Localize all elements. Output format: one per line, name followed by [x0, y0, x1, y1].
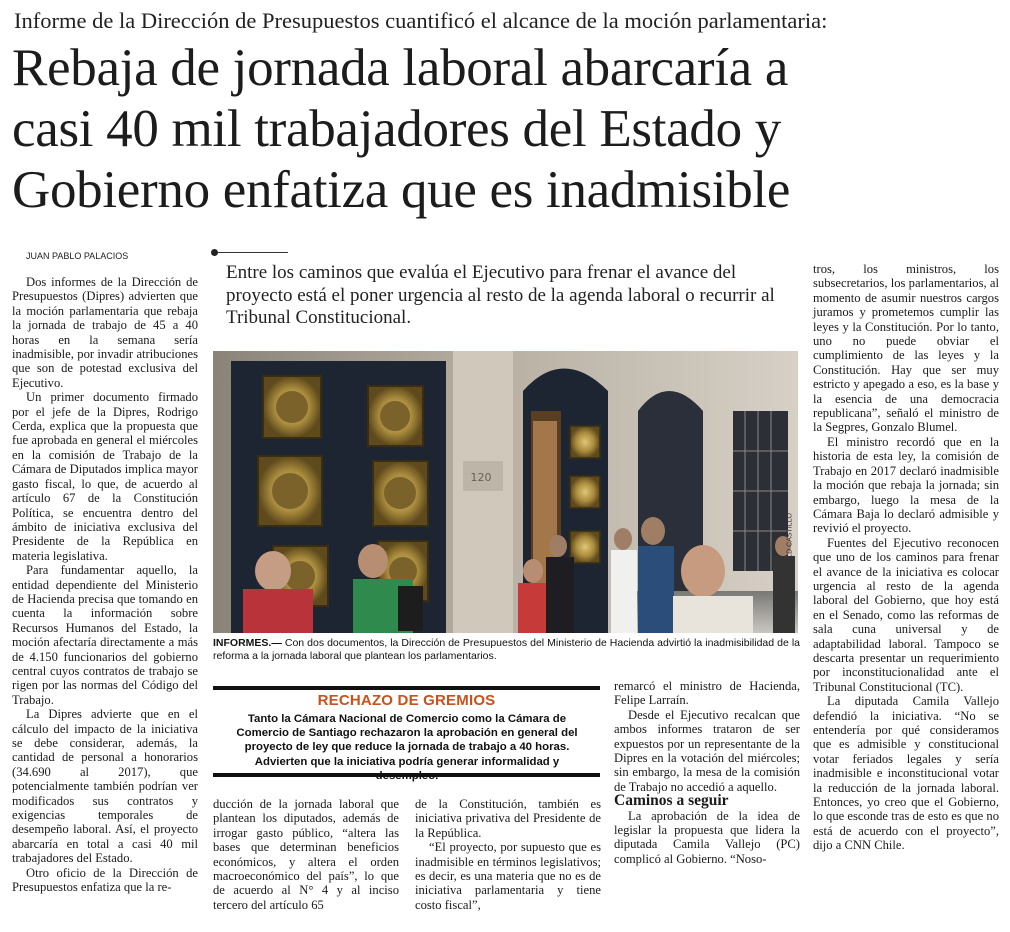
deck-bullet-icon [211, 249, 218, 256]
paragraph: remarcó el ministro de Hacienda, Felipe Larraín. [614, 679, 800, 708]
headline-line-1: Rebaja de jornada laboral abarcaría a [12, 39, 789, 97]
article-column-3 [415, 797, 601, 912]
article-headline [12, 38, 1002, 221]
deck-rule [213, 252, 288, 253]
caption-lead: INFORMES.— [213, 637, 282, 649]
paragraph: ducción de la jornada laboral que plantean los diputados, además de irrogar gasto público, “altera las bases que determinan beneficios económicos, y altera el orden macroeconómico del país”, lo que de acuerdo al N° 4 y al inciso tercero del artículo 65 [213, 797, 399, 912]
article-column-4 [614, 679, 800, 866]
caption-text: Con dos documentos, la Dirección de Presupuestos del Ministerio de Hacienda advirtió la inadmisibilidad de la reforma a la jornada laboral que plantean los parlamentarios. [213, 637, 800, 662]
byline: JUAN PABLO PALACIOS [26, 251, 129, 261]
paragraph: “El proyecto, por supuesto que es inadmisible en términos legislativos; es decir, es una materia que no es de iniciativa parlamentaria y tiene costo fiscal”, [415, 840, 601, 912]
door-number: 120 [470, 471, 492, 484]
sidebar-title: RECHAZO DE GREMIOS [317, 692, 496, 709]
paragraph: La diputada Camila Vallejo defendió la iniciativa. “No se entendería por qué consideramos que es admisible y constitucional votar feriados legales y sería inadmisible e inconstitucional votar la reducción de la jornada laboral. Entonces, yo creo que el Gobierno, lo que esconde tras de esto es que no está de acuerdo con el proyecto”, dijo a CNN Chile. [813, 694, 999, 853]
building-doors-illustration [213, 351, 798, 633]
headline-line-3: Gobierno enfatiza que es inadmisible [12, 161, 791, 219]
photo-caption [213, 637, 800, 663]
article-column-2 [213, 797, 399, 912]
paragraph: Otro oficio de la Dirección de Presupuestos enfatiza que la re- [12, 865, 198, 895]
section-subhead: Caminos a seguir [614, 792, 729, 810]
paragraph: de la Constitución, también es iniciativa privativa del Presidente de la República. [415, 797, 601, 840]
paragraph: La Dipres advierte que en el cálculo del impacto de la iniciativa se debe considerar, además, la cantidad de personal a honorarios (34.690 al 2017), que potencialmente también podrían ver modificados sus contratos y exigencias temporales de desempeño laboral. Así, el proyecto abarcaría en total a casi 40 mil trabajadores del Estado. [12, 707, 198, 866]
sidebar-text: Tanto la Cámara Nacional de Comercio como la Cámara de Comercio de Santiago rechazaron la aprobación en general del proyecto de ley que reduce la jornada de trabajo a 40 horas. Advierten que la iniciativa podría generar informalidad y [236, 713, 578, 768]
paragraph: Para fundamentar aquello, la entidad dependiente del Ministerio de Hacienda precisa que tomando en cuenta la información sobre Recursos Humanos del Estado, la moción afectaría directamente a más de 4.150 funcionarios del gobierno central cuyos contratos de trabajo se rigen por las normas del Código del Trabajo. [12, 563, 198, 707]
paragraph: Desde el Ejecutivo recalcan que ambos informes trataron de ser expuestos por un representante de la Dipres en la votación del miércoles; sin embargo, la mesa de la comisión de Trabajo no accedió a aquello. [614, 707, 800, 794]
article-column-5 [813, 262, 999, 853]
headline-line-2: casi 40 mil trabajadores del Estado y [12, 100, 781, 158]
paragraph: La aprobación de la idea de legislar la propuesta que lidera la diputada Camila Vallejo (PC) complicó al Gobierno. “Noso- [614, 808, 800, 866]
paragraph: tros, los ministros, los subsecretarios, los parlamentarios, al momento de asumir nuestros cargos juramos y prometemos cumplir las leyes y la Constitución. Por lo tanto, uno no puede obviar el cumplimiento de las leyes y la Constitución. Hay que ser muy estricto y apegado a eso, es la base y la esencia de una democracia republicana”, señaló el ministro de la Segpres, Gonzalo Blumel. [813, 262, 999, 435]
article-photo [213, 351, 798, 633]
article-deck: Entre los caminos que evalúa el Ejecutivo para frenar el avance del proyecto está el poner urgencia al resto de la agenda laboral o recurrir al Tribunal Constitucional. [226, 262, 775, 328]
sidebar-top-rule [213, 686, 600, 690]
paragraph: Dos informes de la Dirección de Presupuestos (Dipres) advierten que la moción parlamentaria que rebaja la jornada de trabajo de 45 a 40 horas en la semana sería inadmisible, por invadir atribuciones que son de potestad exclusiva del Ejecutivo. [12, 275, 198, 390]
paragraph: Un primer documento firmado por el jefe de la Dipres, Rodrigo Cerda, explica que la propuesta que fue aprobada en general el miércoles en la comisión de Trabajo de la Cámara de Diputados implica mayor gasto fiscal, lo que, de acuerdo al artículo 67 de la Constitución Política, se encuentra dentro del ámbito de iniciativa exclusiva del Presidente de la República en materia legislativa. [12, 390, 198, 563]
article-kicker: Informe de la Dirección de Presupuestos cuantificó el alcance de la moción parlamentaria: [14, 8, 828, 33]
article-column-1 [12, 275, 198, 894]
sidebar-bottom-rule [213, 773, 600, 777]
paragraph: El ministro recordó que en la historia de esta ley, la comisión de Trabajo en 2017 declaró inadmisible la moción que rebaja la jornada; sin embargo, luego la mesa de la Cámara Baja lo declaró admisible y revivió el proyecto. [813, 434, 999, 536]
paragraph: Fuentes del Ejecutivo reconocen que uno de los caminos para frenar el avance de la iniciativa es colocar urgencia al resto de la agenda laboral del Gobierno, que hoy está en el Senado, como las reformas de sala cuna universal y de adaptabilidad laboral. Tampoco se descarta presentar un requerimiento por inconstitucionalidad ante el Tribunal Constitucional (TC). [813, 535, 999, 694]
photo-credit: HAROLD CASTILLO [786, 513, 794, 578]
